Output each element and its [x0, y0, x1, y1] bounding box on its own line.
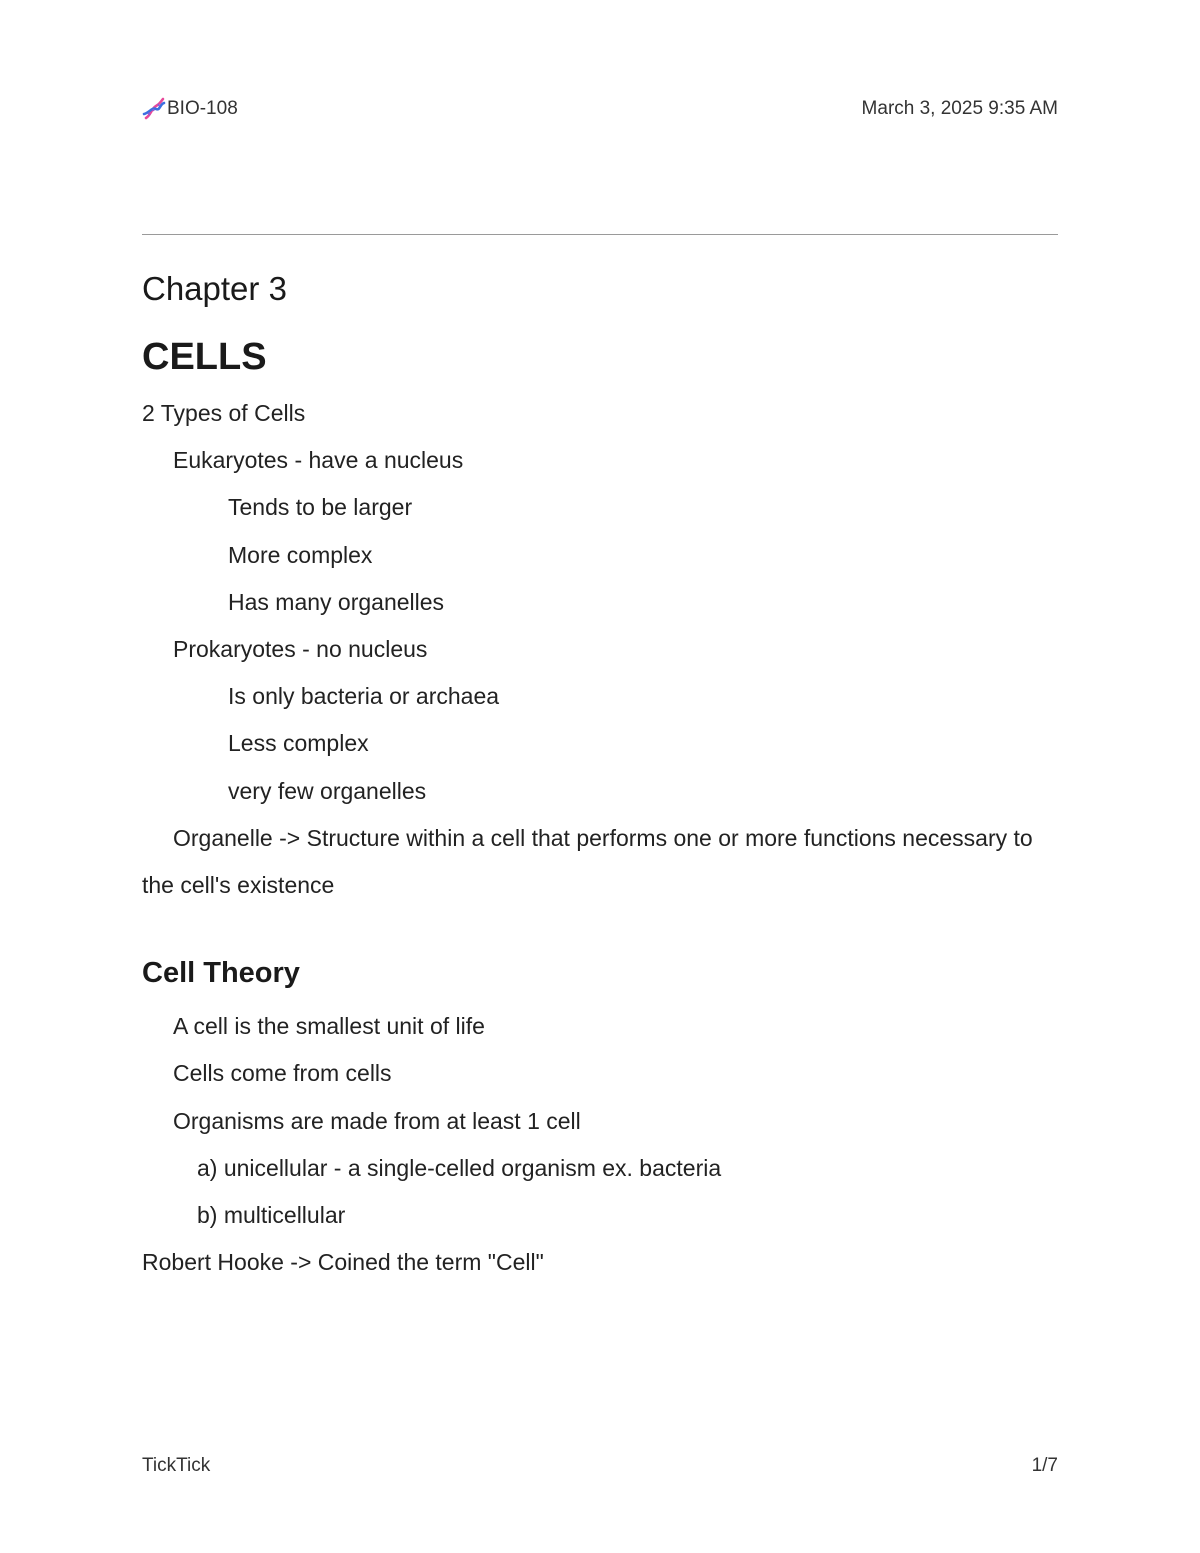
text-line: Has many organelles	[228, 588, 445, 615]
header-divider	[142, 234, 1058, 235]
page-header	[142, 96, 1058, 122]
organelle-definition: Organelle -> Structure within a cell that performs one or more functions necessary to the cell's existence	[142, 824, 1033, 899]
text-line: Eukaryotes - have a nucleus	[173, 447, 464, 474]
document-body	[142, 266, 1058, 1286]
page-footer	[142, 1454, 1058, 1478]
notebook-label	[142, 97, 238, 121]
text-line: a) unicellular - a single-celled organism ex. bacteria	[197, 1154, 722, 1181]
page-indicator: 1/7	[1031, 1455, 1058, 1476]
text-line: b) multicellular	[197, 1202, 346, 1229]
text-line: Robert Hooke -> Coined the term "Cell"	[142, 1249, 544, 1276]
text-line: very few organelles	[228, 777, 427, 804]
dna-icon	[142, 97, 166, 121]
chapter-heading: Chapter 3	[142, 270, 287, 307]
types-of-cells-block	[142, 390, 1058, 909]
text-line: Cells come from cells	[173, 1060, 392, 1087]
text-line: Prokaryotes - no nucleus	[173, 636, 428, 663]
text-line: 2 Types of Cells	[142, 400, 306, 426]
text-line: Is only bacteria or archaea	[228, 683, 500, 710]
text-line: Organisms are made from at least 1 cell	[173, 1107, 581, 1134]
text-line: A cell is the smallest unit of life	[173, 1013, 485, 1040]
text-line: Less complex	[228, 730, 369, 757]
document-datetime: March 3, 2025 9:35 AM	[861, 98, 1058, 119]
text-line: Tends to be larger	[228, 494, 413, 521]
section-heading-cell-theory: Cell Theory	[142, 957, 300, 990]
page-title: CELLS	[142, 336, 267, 378]
app-name: TickTick	[142, 1455, 211, 1476]
cell-theory-block	[142, 1003, 1058, 1286]
notebook-name: BIO-108	[167, 98, 238, 119]
text-line: More complex	[228, 541, 373, 568]
